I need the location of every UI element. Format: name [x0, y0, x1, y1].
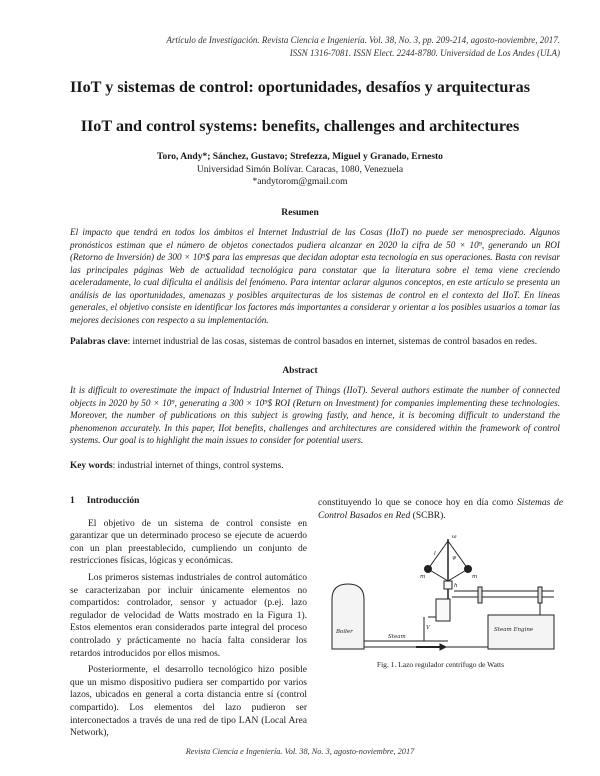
steam-arrowhead — [440, 644, 446, 650]
intro-right-column — [318, 497, 563, 522]
governor-ball-right — [464, 565, 472, 573]
journal-header-line1: Artículo de Investigación. Revista Ciencia e Ingeniería. Vol. 38, No. 3, pp. 209-214, agosto-noviembre, 2017. — [166, 35, 560, 45]
section-title: Introducción — [86, 496, 140, 506]
resumen-heading: Resumen — [281, 208, 319, 218]
title-spanish: IIoT y sistemas de control: oportunidades, desafíos y arquitecturas — [69, 78, 531, 96]
palabras-clave-text: : internet industrial de las cosas, sistemas de control basados en internet, sistemas de control basados en redes. — [127, 337, 538, 347]
label-engine: Steam Engine — [494, 627, 534, 633]
label-steam: Steam — [388, 634, 406, 640]
author-names: Toro, Andy*; Sánchez, Gustavo; Strefezza, Miguel y Granado, Ernesto — [157, 152, 443, 162]
governor-arm-left — [428, 541, 448, 569]
label-l: l — [434, 551, 436, 557]
key-words — [70, 460, 560, 473]
journal-header-line2: ISSN 1316-7081. ISSN Elect. 2244-8780. Universidad de Los Andes (ULA) — [289, 48, 560, 58]
key-words-text: : industrial internet of things, control systems. — [112, 461, 284, 471]
intro-left-column — [70, 495, 307, 744]
abstract-text: It is difficult to overestimate the impact of Industrial Internet of Things (IIoT). Several authors estimate the number of connected objects in 2020 by 50 × 10⁹, generating a 300 × 10⁹$ ROI (Return on Investment) for companies implementing these technologies. Moreover, the number of publications on this subject is growing fastly, and hence, it is becoming difficult to understand the phenomenon accurately. In this paper, IIot benefits, challenges and architectures are considered within the framework of control systems. Our goal is to highlight the main issues to consider for potential users. — [70, 385, 560, 445]
palabras-clave-label: Palabras clave — [70, 337, 128, 347]
resumen-text: El impacto que tendrá en todos los ámbitos el Internet Industrial de las Cosas (IIoT) no puede ser menospreciado. Algunos pronósticos estiman que el número de objetos conectados pudiera alcanzar en 2020 la cifra de 50 × 10⁹, generando un ROI (Retorno de Inversión) de 300 × 10⁹$ para las empresas que decidan adoptar esta tecnología en sus operaciones. Basta con revisar las principales páginas Web de actualidad tecnológica para constatar que la literatura sobre el tema viene creciendo aceleradamente, lo cual dificulta el análisis del fenómeno. Para intentar aclarar algunos conceptos, en este artículo se presenta un análisis de las oportunidades, amenazas y posibles arquitecturas de los sistemas de control en el contexto del IIoT. En líneas generales, el objetivo consiste en identificar los factores más importantes a considerar y orientar a los posibles usuarios a tomar las mejores decisiones con respecto a su implementación. — [70, 227, 560, 325]
author-block — [40, 151, 560, 189]
journal-header — [166, 34, 560, 60]
section-heading — [70, 495, 307, 508]
collar-block — [444, 581, 452, 589]
label-boiler: Boiler — [336, 629, 353, 635]
author-affiliation: Universidad Simón Bolívar. Caracas, 1080, Venezuela — [196, 164, 404, 175]
intro-paragraph-2: Los primeros sistemas industriales de control automático se caracterizaban por incluir únicamente elementos no compartidos: controlador, sensor y actuador (p.ej. lazo regulador de velocidad de Watts mostrado en la Figura 1). Estos elementos eran considerados parte integral del proceso controlado y prácticamente no hacía falta considerar los retardos introducidos por ellos mismos. — [70, 572, 307, 659]
intro-paragraph-3: Posteriormente, el desarrollo tecnológico hizo posible que un mismo dispositivo pudiera ser compartido por varios lazos, ubicados en general a corta distancia entre sí (control compartido). Los elementos del lazo pudieron ser interconectados a través de una red de tipo LAN (Local Area Network), — [70, 665, 307, 739]
intro-continuation-a: constituyendo lo que se conoce hoy en día como — [318, 498, 518, 508]
label-m1: m — [420, 574, 426, 580]
palabras-clave — [70, 336, 560, 349]
valve-body — [436, 599, 450, 621]
figure-caption: Fig. 1. Lazo regulador centrífugo de Watts — [376, 660, 505, 669]
author-email: *andytorom@gmail.com — [252, 177, 348, 187]
intro-continuation — [318, 497, 563, 522]
watt-governor-figure — [328, 529, 558, 664]
title-english: IIoT and control systems: benefits, challenges and architectures — [80, 117, 520, 135]
label-m2: m — [472, 574, 478, 580]
label-h: h — [454, 583, 458, 589]
abstract-heading: Abstract — [282, 366, 318, 376]
pulley-2 — [538, 587, 542, 603]
label-omega: ω — [452, 534, 457, 540]
label-psi: ψ — [452, 555, 457, 561]
boiler-shape — [332, 584, 364, 649]
label-v: V — [426, 625, 430, 631]
intro-continuation-italic: Sistemas de Control Basados en Red — [318, 498, 563, 521]
governor-arm-right — [448, 541, 468, 569]
intro-continuation-b: (SCBR). — [410, 510, 446, 521]
governor-ball-left — [424, 565, 432, 573]
intro-paragraph-1: El objetivo de un sistema de control consiste en garantizar que un determinado proceso se ejecute de acuerdo con un plan preestablecido, cumpliendo un conjunto de restricciones físicas, lógicas y económicas. — [70, 518, 307, 567]
page-footer: Revista Ciencia e Ingeniería. Vol. 38, No. 3, agosto-noviembre, 2017 — [185, 747, 415, 756]
key-words-label: Key words — [70, 461, 113, 471]
section-number: 1 — [70, 496, 75, 506]
pulley-1 — [478, 587, 482, 603]
